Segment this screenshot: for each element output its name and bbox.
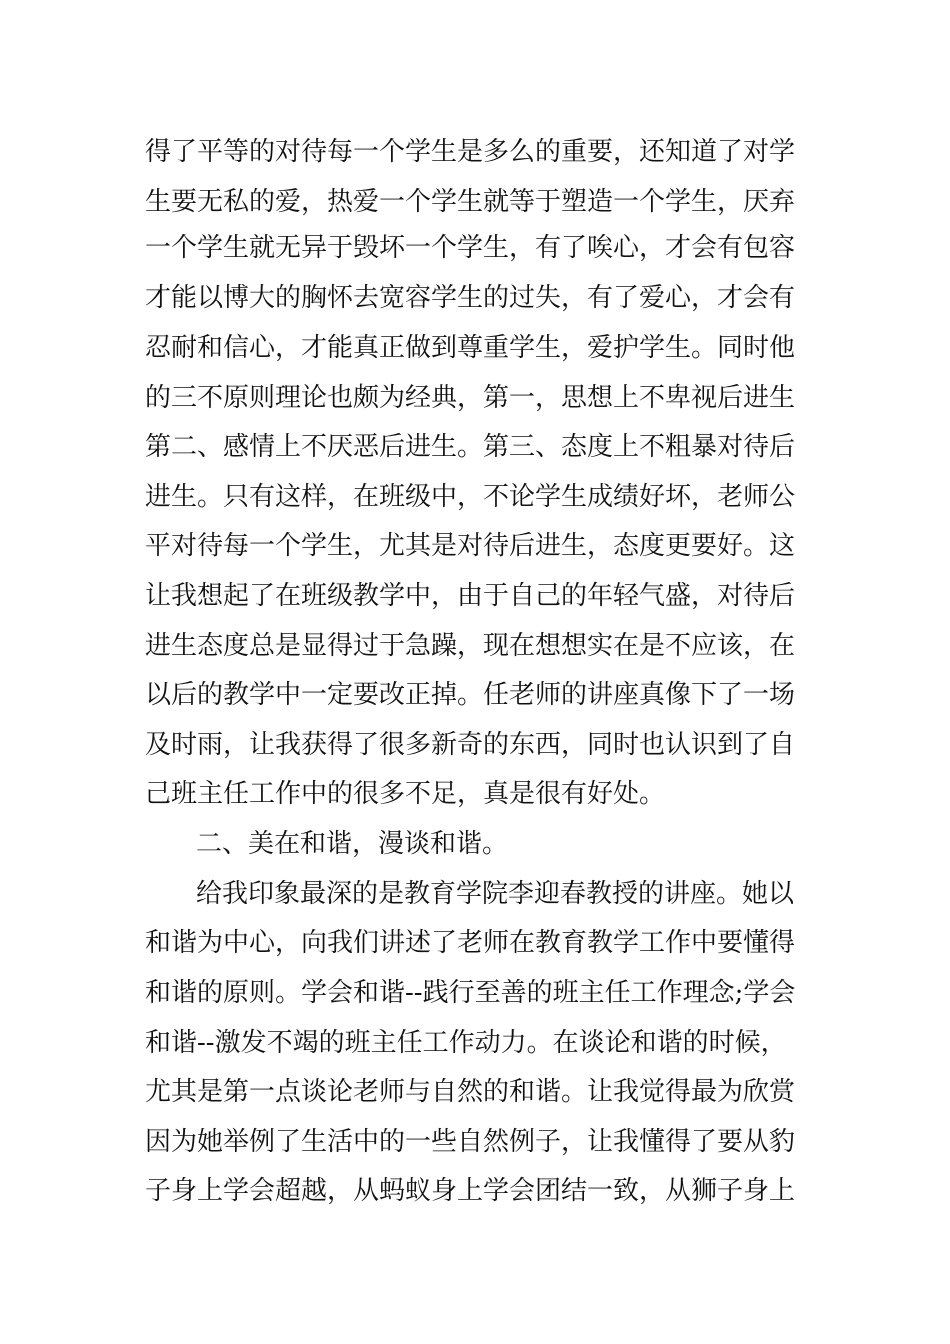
text-line: 因为她举例了生活中的一些自然例子，让我懂得了要从豹: [145, 1127, 796, 1157]
text-line: 进生态度总是显得过于急躁，现在想想实在是不应该，在: [145, 631, 796, 661]
text-line: 得了平等的对待每一个学生是多么的重要，还知道了对学: [145, 137, 796, 167]
text-line: 以后的教学中一定要改正掉。任老师的讲座真像下了一场: [145, 680, 796, 710]
text-line: 和谐为中心，向我们讲述了老师在教育教学工作中要懂得: [145, 928, 796, 958]
text-line: 才能以博大的胸怀去宽容学生的过失，有了爱心，才会有: [145, 283, 796, 313]
text-line: 生要无私的爱，热爱一个学生就等于塑造一个学生，厌弃: [145, 187, 796, 217]
text-line: 己班主任工作中的很多不足，真是很有好处。: [145, 779, 666, 809]
text-line: 及时雨，让我获得了很多新奇的东西，同时也认识到了自: [145, 730, 796, 760]
section-heading: 二、美在和谐，漫谈和谐。: [196, 829, 509, 859]
text-line: 尤其是第一点谈论老师与自然的和谐。让我觉得最为欣赏: [145, 1077, 796, 1107]
text-line: 第二、感情上不厌恶后进生。第三、态度上不粗暴对待后: [145, 432, 796, 462]
text-line: 和谐的原则。学会和谐--践行至善的班主任工作理念;学会: [145, 978, 796, 1008]
text-line: 进生。只有这样，在班级中，不论学生成绩好坏，老师公: [145, 482, 796, 512]
text-line: 和谐--激发不竭的班主任工作动力。在谈论和谐的时候，: [145, 1028, 787, 1058]
text-line: 给我印象最深的是教育学院李迎春教授的讲座。她以: [196, 879, 795, 909]
text-line: 忍耐和信心，才能真正做到尊重学生，爱护学生。同时他: [145, 333, 796, 363]
text-line: 让我想起了在班级教学中，由于自己的年轻气盛，对待后: [145, 581, 796, 611]
text-line: 一个学生就无异于毁坏一个学生，有了唉心，才会有包容: [145, 233, 796, 263]
text-line: 子身上学会超越，从蚂蚁身上学会团结一致，从狮子身上: [145, 1176, 796, 1206]
text-line: 的三不原则理论也颇为经典，第一，思想上不卑视后进生: [145, 383, 796, 413]
text-line: 平对待每一个学生，尤其是对待后进生，态度更要好。这: [145, 531, 796, 561]
